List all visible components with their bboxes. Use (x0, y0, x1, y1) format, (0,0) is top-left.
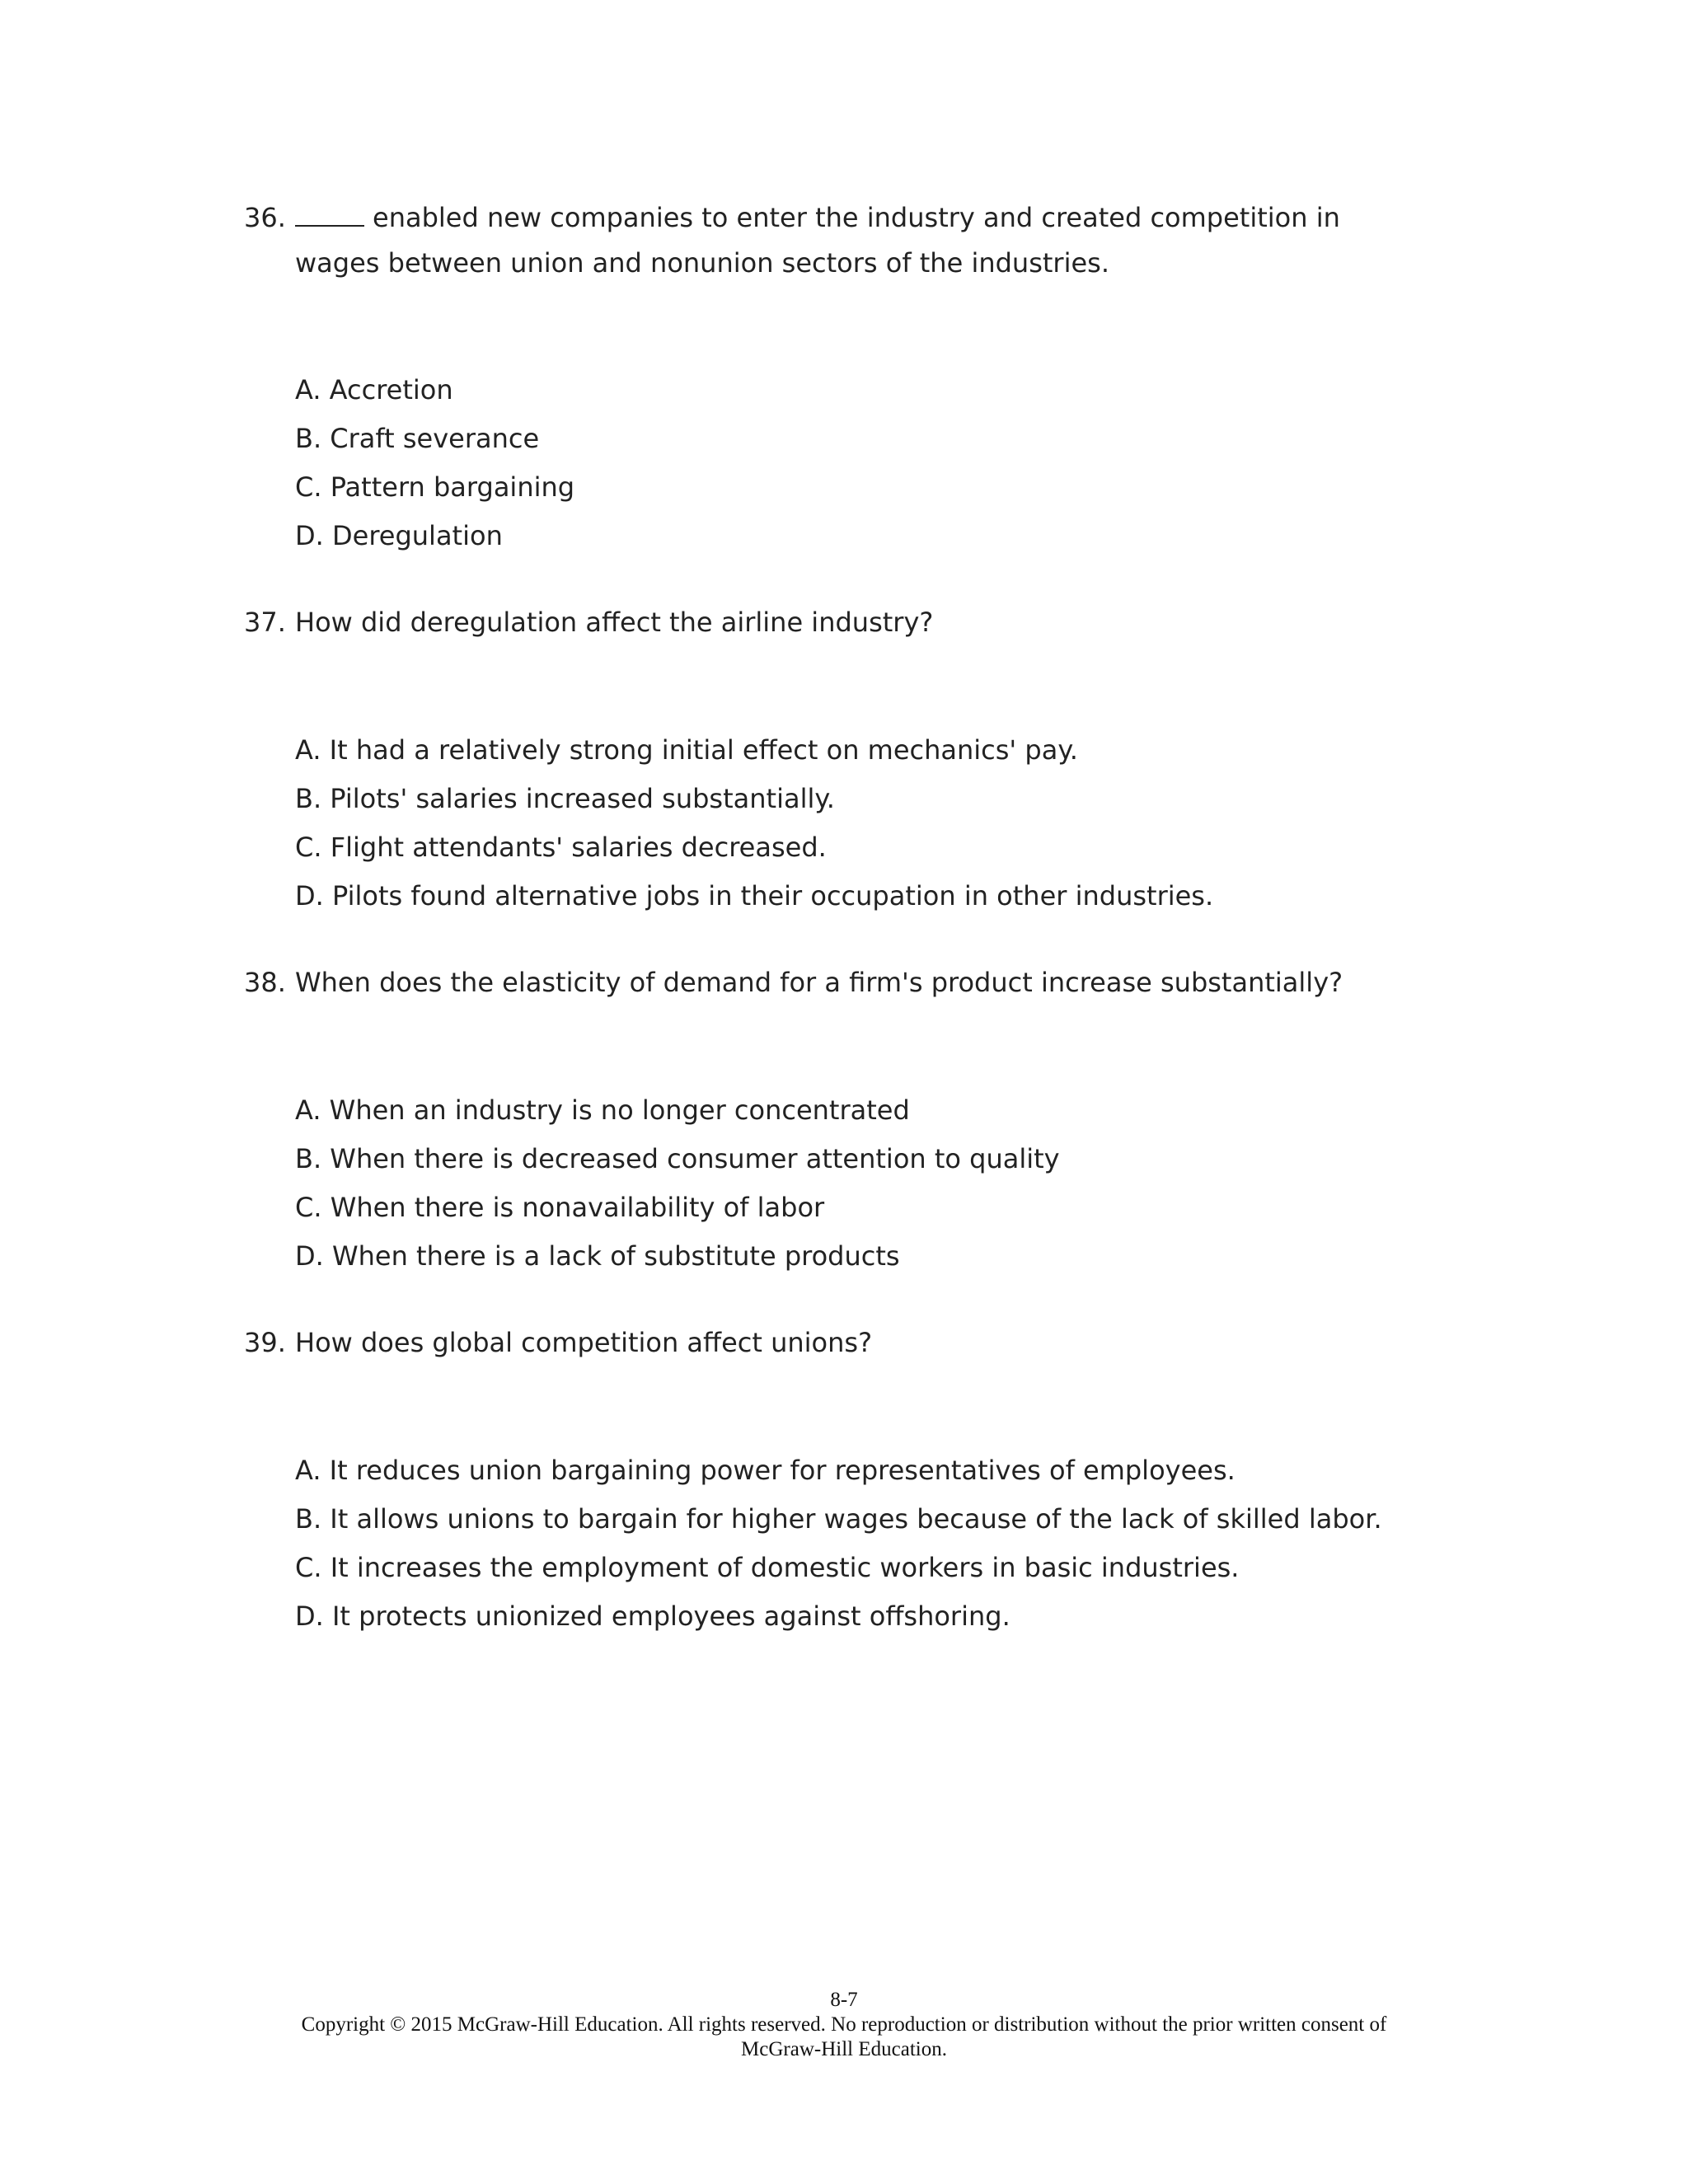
option-a: A. Accretion (295, 374, 453, 405)
option-c: C. Pattern bargaining (295, 471, 575, 503)
answer-blank (295, 225, 364, 227)
option-a: A. It reduces union bargaining power for representatives of employees. (295, 1455, 1236, 1486)
question-37 (244, 600, 1431, 645)
question-number: 37. (244, 607, 286, 638)
question-39-options (295, 1446, 1382, 1641)
option-d: D. When there is a lack of substitute products (295, 1240, 900, 1272)
option-d: D. It protects unionized employees against offshoring. (295, 1601, 1010, 1632)
copyright-line-1: Copyright © 2015 McGraw-Hill Education. All rights reserved. No reproduction or distribution without the prior written consent of (301, 2013, 1387, 2036)
option-b: B. When there is decreased consumer attention to quality (295, 1143, 1060, 1174)
option-b: B. Craft severance (295, 423, 540, 454)
page-number: 8-7 (830, 1989, 858, 2011)
question-number: 39. (244, 1327, 286, 1358)
option-c: C. Flight attendants' salaries decreased. (295, 832, 827, 863)
option-c: C. It increases the employment of domestic workers in basic industries. (295, 1552, 1240, 1583)
copyright-line-2: McGraw-Hill Education. (741, 2038, 947, 2060)
copyright-notice (0, 2013, 1688, 2062)
option-d: D. Pilots found alternative jobs in their occupation in other industries. (295, 880, 1214, 912)
option-b: B. It allows unions to bargain for higher wages because of the lack of skilled labor. (295, 1503, 1382, 1535)
option-d: D. Deregulation (295, 520, 503, 551)
question-39 (244, 1320, 1431, 1366)
option-c: C. When there is nonavailability of labor (295, 1192, 825, 1223)
question-text: When does the elasticity of demand for a firm's product increase substantially? (295, 967, 1343, 998)
question-number: 38. (244, 967, 286, 998)
question-38-options (295, 1086, 1060, 1281)
option-a: A. It had a relatively strong initial effect on mechanics' pay. (295, 734, 1078, 766)
question-text (295, 195, 1431, 286)
question-37-options (295, 726, 1213, 921)
option-a: A. When an industry is no longer concentrated (295, 1094, 910, 1126)
option-b: B. Pilots' salaries increased substantially. (295, 783, 835, 814)
question-text-body: enabled new companies to enter the industry and created competition in wages between union and nonunion sectors of the industries. (295, 202, 1340, 279)
question-38 (244, 960, 1431, 1005)
question-36-options (295, 366, 574, 560)
question-text: How does global competition affect unions? (295, 1327, 873, 1358)
question-number: 36. (244, 202, 286, 233)
question-text: How did deregulation affect the airline industry? (295, 607, 934, 638)
question-36 (244, 195, 1431, 286)
